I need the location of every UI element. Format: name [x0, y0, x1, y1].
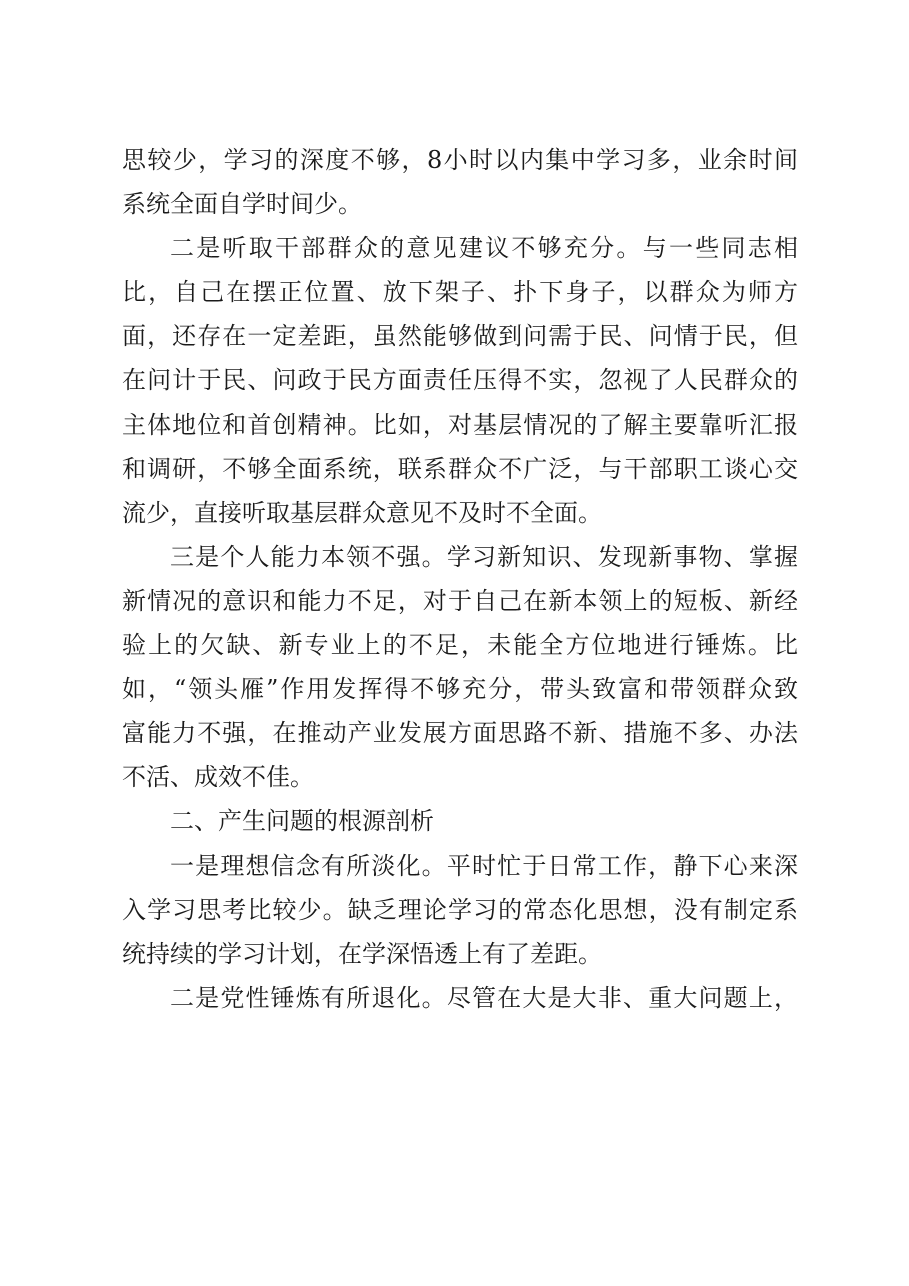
text-line-19: 统持续的学习计划，在学深悟透上有了差距。	[122, 939, 602, 968]
text-line-15: 不活、成效不佳。	[122, 763, 314, 792]
text-line-7: 主体地位和首创精神。比如，对基层情况的了解主要靠听汇报	[122, 410, 798, 439]
text-line-8: 和调研，不够全面系统，联系群众不广泛，与干部职工谈心交	[122, 454, 798, 483]
text-line-20: 二是党性锤炼有所退化。尽管在大是大非、重大问题上，	[170, 983, 798, 1012]
text-line-12: 验上的欠缺、新专业上的不足，未能全方位地进行锤炼。比	[122, 631, 798, 660]
text-line-3: 二是听取干部群众的意见建议不够充分。与一些同志相	[170, 234, 798, 263]
text-line-4: 比，自己在摆正位置、放下架子、扑下身子，以群众为师方	[122, 278, 798, 307]
text-line-11: 新情况的意识和能力不足，对于自己在新本领上的短板、新经	[122, 586, 798, 615]
text-line-2: 系统全面自学时间少。	[122, 190, 362, 219]
text-line-14: 富能力不强，在推动产业发展方面思路不新、措施不多、办法	[122, 719, 798, 748]
text-line-17: 一是理想信念有所淡化。平时忙于日常工作，静下心来深	[170, 851, 798, 880]
text-line-9: 流少，直接听取基层群众意见不及时不全面。	[122, 498, 602, 527]
text-line-1: 思较少，学习的深度不够，8小时以内集中学习多，业余时间	[122, 146, 798, 174]
text-line-18: 入学习思考比较少。缺乏理论学习的常态化思想，没有制定系	[122, 895, 798, 924]
section-heading: 二、产生问题的根源剖析	[170, 807, 434, 836]
document-body	[122, 148, 798, 1030]
text-line-6: 在问计于民、问政于民方面责任压得不实，忽视了人民群众的	[122, 366, 798, 395]
text-line-13: 如，“领头雁”作用发挥得不够充分，带头致富和带领群众致	[122, 675, 798, 704]
text-line-10: 三是个人能力本领不强。学习新知识、发现新事物、掌握	[170, 542, 798, 571]
text-line-5: 面，还存在一定差距，虽然能够做到问需于民、问情于民，但	[122, 322, 798, 351]
